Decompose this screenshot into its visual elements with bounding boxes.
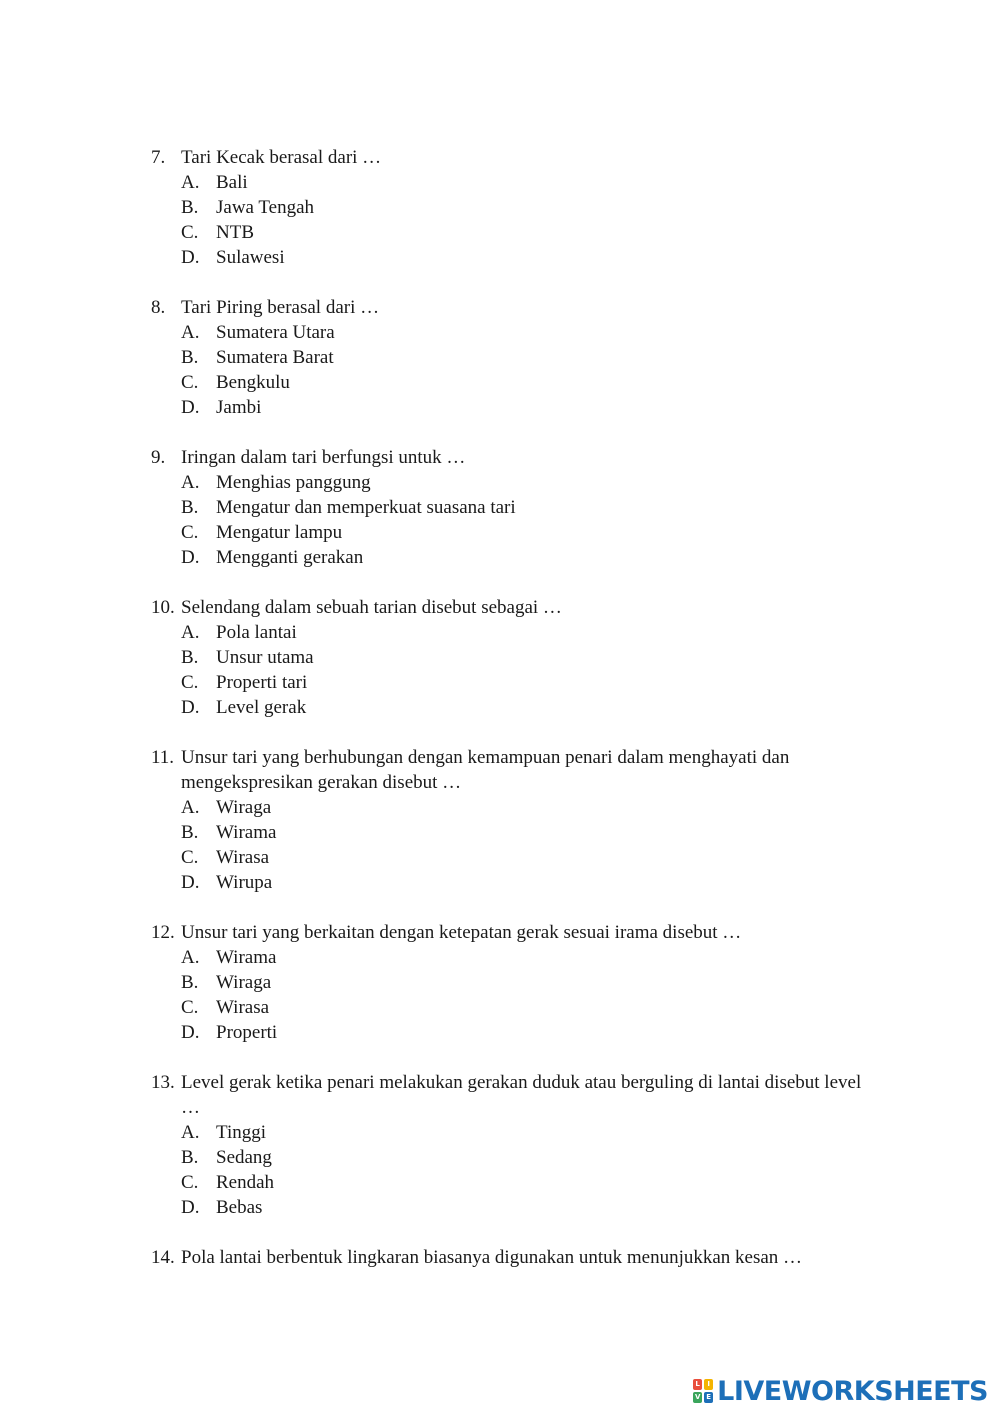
answer-option[interactable] <box>151 795 871 820</box>
option-list <box>151 620 871 720</box>
question-block <box>151 145 871 270</box>
option-text: Wirama <box>216 947 277 968</box>
answer-option[interactable] <box>151 1170 871 1195</box>
option-text: Wiraga <box>216 797 272 818</box>
question-stem <box>151 445 871 470</box>
option-letter: D. <box>181 247 200 268</box>
logo-tile-i: I <box>704 1379 713 1390</box>
answer-option[interactable] <box>151 820 871 845</box>
answer-option[interactable] <box>151 395 871 420</box>
answer-option[interactable] <box>151 495 871 520</box>
question-number: 9. <box>151 447 166 468</box>
option-text: Sulawesi <box>216 247 285 268</box>
option-text: Bali <box>216 172 248 193</box>
option-letter: B. <box>181 647 199 668</box>
question-block <box>151 595 871 720</box>
option-list <box>151 470 871 570</box>
brand-name: LIVEWORKSHEETS <box>717 1375 988 1407</box>
question-stem <box>151 745 871 795</box>
answer-option[interactable] <box>151 370 871 395</box>
option-text: Mengatur lampu <box>216 522 343 543</box>
answer-option[interactable] <box>151 845 871 870</box>
question-number: 8. <box>151 297 166 318</box>
option-letter: A. <box>181 1122 200 1143</box>
option-text: Menghias panggung <box>216 472 371 493</box>
option-text: Jawa Tengah <box>216 197 315 218</box>
question-block <box>151 295 871 420</box>
answer-option[interactable] <box>151 320 871 345</box>
option-letter: D. <box>181 397 200 418</box>
question-text: Tari Kecak berasal dari … <box>181 147 382 168</box>
answer-option[interactable] <box>151 1120 871 1145</box>
option-letter: B. <box>181 497 199 518</box>
logo-tile-l: L <box>693 1379 702 1390</box>
option-letter: C. <box>181 672 199 693</box>
option-text: Sedang <box>216 1147 272 1168</box>
option-text: Mengganti gerakan <box>216 547 364 568</box>
option-letter: D. <box>181 1022 200 1043</box>
question-number: 10. <box>151 597 175 618</box>
option-letter: A. <box>181 797 200 818</box>
option-letter: A. <box>181 322 200 343</box>
option-text: Wirasa <box>216 997 270 1018</box>
option-letter: C. <box>181 522 199 543</box>
option-letter: B. <box>181 822 199 843</box>
question-text: Pola lantai berbentuk lingkaran biasanya digunakan untuk menunjukkan kesan … <box>181 1247 803 1268</box>
option-list <box>151 170 871 270</box>
option-letter: A. <box>181 622 200 643</box>
question-block <box>151 1245 871 1270</box>
answer-option[interactable] <box>151 620 871 645</box>
question-number: 7. <box>151 147 166 168</box>
option-text: Wirama <box>216 822 277 843</box>
option-text: Sumatera Barat <box>216 347 334 368</box>
option-letter: C. <box>181 997 199 1018</box>
answer-option[interactable] <box>151 1195 871 1220</box>
question-text: Unsur tari yang berkaitan dengan ketepatan gerak sesuai irama disebut … <box>181 922 742 943</box>
option-text: Properti tari <box>216 672 308 693</box>
logo-tile-e: E <box>704 1392 713 1403</box>
question-number: 14. <box>151 1247 175 1268</box>
liveworksheets-logo <box>693 1374 988 1408</box>
liveworksheets-icon <box>693 1379 713 1403</box>
option-list <box>151 795 871 895</box>
question-text: Iringan dalam tari berfungsi untuk … <box>181 447 466 468</box>
option-list <box>151 945 871 1045</box>
option-letter: D. <box>181 872 200 893</box>
option-text: Sumatera Utara <box>216 322 335 343</box>
option-text: Bengkulu <box>216 372 290 393</box>
question-number: 13. <box>151 1072 175 1093</box>
question-text: Tari Piring berasal dari … <box>181 297 380 318</box>
option-list <box>151 320 871 420</box>
answer-option[interactable] <box>151 170 871 195</box>
answer-option[interactable] <box>151 970 871 995</box>
option-letter: C. <box>181 847 199 868</box>
answer-option[interactable] <box>151 520 871 545</box>
option-letter: B. <box>181 347 199 368</box>
answer-option[interactable] <box>151 645 871 670</box>
answer-option[interactable] <box>151 245 871 270</box>
question-stem <box>151 920 871 945</box>
answer-option[interactable] <box>151 545 871 570</box>
option-letter: B. <box>181 197 199 218</box>
answer-option[interactable] <box>151 670 871 695</box>
option-letter: C. <box>181 1172 199 1193</box>
option-letter: D. <box>181 1197 200 1218</box>
option-text: Level gerak <box>216 697 307 718</box>
option-text: Mengatur dan memperkuat suasana tari <box>216 497 516 518</box>
option-text: Properti <box>216 1022 278 1043</box>
question-block <box>151 1070 871 1220</box>
option-letter: C. <box>181 222 199 243</box>
question-text: Unsur tari yang berhubungan dengan kemampuan penari dalam menghayati dan mengekspresikan gerakan disebut … <box>181 747 790 793</box>
question-stem <box>151 295 871 320</box>
question-block <box>151 745 871 895</box>
answer-option[interactable] <box>151 195 871 220</box>
option-letter: D. <box>181 697 200 718</box>
answer-option[interactable] <box>151 695 871 720</box>
option-text: Bebas <box>216 1197 263 1218</box>
option-letter: A. <box>181 172 200 193</box>
question-number: 11. <box>151 747 175 768</box>
option-list <box>151 1120 871 1220</box>
question-block <box>151 445 871 570</box>
question-stem <box>151 1070 871 1120</box>
option-text: Tinggi <box>216 1122 266 1143</box>
answer-option[interactable] <box>151 1145 871 1170</box>
option-letter: B. <box>181 1147 199 1168</box>
question-stem <box>151 145 871 170</box>
option-letter: B. <box>181 972 199 993</box>
answer-option[interactable] <box>151 945 871 970</box>
option-letter: A. <box>181 472 200 493</box>
option-text: Unsur utama <box>216 647 314 668</box>
answer-option[interactable] <box>151 345 871 370</box>
question-block <box>151 920 871 1045</box>
option-letter: C. <box>181 372 199 393</box>
question-text: Level gerak ketika penari melakukan gerakan duduk atau berguling di lantai disebut level … <box>181 1072 862 1118</box>
question-text: Selendang dalam sebuah tarian disebut sebagai … <box>181 597 562 618</box>
answer-option[interactable] <box>151 995 871 1020</box>
option-letter: D. <box>181 547 200 568</box>
question-stem <box>151 1245 871 1270</box>
answer-option[interactable] <box>151 220 871 245</box>
question-number: 12. <box>151 922 175 943</box>
option-text: Rendah <box>216 1172 275 1193</box>
option-text: NTB <box>216 222 254 243</box>
option-text: Wirupa <box>216 872 273 893</box>
option-text: Pola lantai <box>216 622 297 643</box>
answer-option[interactable] <box>151 870 871 895</box>
option-text: Wiraga <box>216 972 272 993</box>
logo-tile-v: V <box>694 1393 701 1401</box>
option-letter: A. <box>181 947 200 968</box>
question-stem <box>151 595 871 620</box>
option-text: Jambi <box>216 397 262 418</box>
option-text: Wirasa <box>216 847 270 868</box>
answer-option[interactable] <box>151 1020 871 1045</box>
answer-option[interactable] <box>151 470 871 495</box>
